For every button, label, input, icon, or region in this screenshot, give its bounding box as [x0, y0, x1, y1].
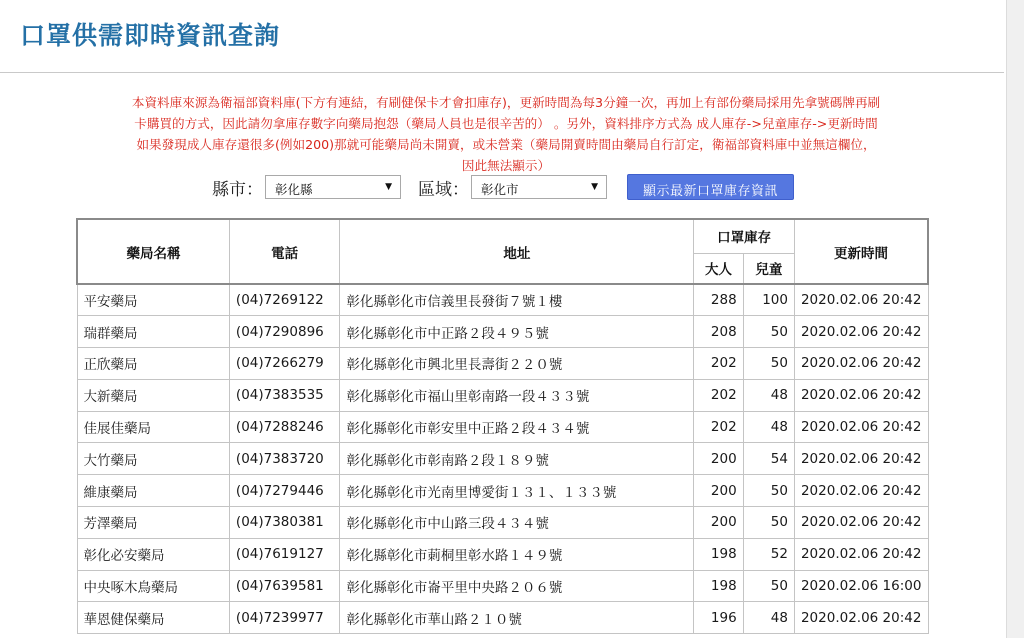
- child-stock: 52: [743, 538, 794, 570]
- pharmacy-phone: (04)7239977: [229, 602, 339, 634]
- pharmacy-address: 彰化縣彰化市信義里長發街７號１樓: [340, 284, 694, 316]
- col-header-updated: 更新時間: [794, 219, 928, 284]
- pharmacy-phone: (04)7619127: [229, 538, 339, 570]
- notice-line: 卡購買的方式，因此請勿拿庫存數字向藥局抱怨（藥局人員也是很辛苦的） 。另外，資料排序方式為 成人庫存->兒童庫存->更新時間: [134, 116, 878, 131]
- updated-time: 2020.02.06 20:42: [794, 284, 928, 316]
- adult-stock: 200: [694, 475, 743, 507]
- table-row: [77, 475, 928, 507]
- table-row: [77, 284, 928, 316]
- notice-text: [96, 92, 916, 176]
- chevron-down-icon: ▼: [591, 182, 598, 192]
- adult-stock: 202: [694, 379, 743, 411]
- table-row: [77, 570, 928, 602]
- adult-stock: 202: [694, 348, 743, 380]
- pharmacy-phone: (04)7290896: [229, 316, 339, 348]
- updated-time: 2020.02.06 16:00: [794, 570, 928, 602]
- pharmacy-name: 正欣藥局: [77, 348, 229, 380]
- table-row: [77, 602, 928, 634]
- child-stock: 100: [743, 284, 794, 316]
- mask-stock-table: [76, 218, 929, 634]
- adult-stock: 198: [694, 570, 743, 602]
- updated-time: 2020.02.06 20:42: [794, 602, 928, 634]
- adult-stock: 202: [694, 411, 743, 443]
- pharmacy-address: 彰化縣彰化市彰安里中正路２段４３４號: [340, 411, 694, 443]
- updated-time: 2020.02.06 20:42: [794, 348, 928, 380]
- pharmacy-name: 大新藥局: [77, 379, 229, 411]
- notice-line: 本資料庫來源為衛福部資料庫(下方有連結，有刷健保卡才會扣庫存)，更新時間為每3分鐘一次，再加上有部份藥局採用先拿號碼牌再刷: [131, 95, 881, 110]
- notice-line: 因此無法顯示）: [461, 158, 551, 173]
- updated-time: 2020.02.06 20:42: [794, 507, 928, 539]
- table-row: [77, 443, 928, 475]
- updated-time: 2020.02.06 20:42: [794, 411, 928, 443]
- col-header-phone: 電話: [229, 219, 339, 284]
- pharmacy-address: 彰化縣彰化市福山里彰南路一段４３３號: [340, 379, 694, 411]
- pharmacy-address: 彰化縣彰化市光南里博愛街１３１、１３３號: [340, 475, 694, 507]
- pharmacy-address: 彰化縣彰化市華山路２１０號: [340, 602, 694, 634]
- table-row: [77, 411, 928, 443]
- pharmacy-phone: (04)7383720: [229, 443, 339, 475]
- table-row: [77, 316, 928, 348]
- col-header-name: 藥局名稱: [77, 219, 229, 284]
- pharmacy-phone: (04)7269122: [229, 284, 339, 316]
- child-stock: 48: [743, 379, 794, 411]
- pharmacy-address: 彰化縣彰化市興北里長壽街２２０號: [340, 348, 694, 380]
- updated-time: 2020.02.06 20:42: [794, 538, 928, 570]
- pharmacy-name: 大竹藥局: [77, 443, 229, 475]
- updated-time: 2020.02.06 20:42: [794, 379, 928, 411]
- pharmacy-address: 彰化縣彰化市中山路三段４３４號: [340, 507, 694, 539]
- child-stock: 50: [743, 475, 794, 507]
- child-stock: 54: [743, 443, 794, 475]
- adult-stock: 200: [694, 443, 743, 475]
- table-row: [77, 507, 928, 539]
- child-stock: 48: [743, 602, 794, 634]
- page-title: 口罩供需即時資訊查詢: [20, 21, 281, 50]
- pharmacy-address: 彰化縣彰化市莿桐里彰水路１４９號: [340, 538, 694, 570]
- pharmacy-address: 彰化縣彰化市崙平里中央路２０６號: [340, 570, 694, 602]
- table-header: [77, 219, 928, 284]
- pharmacy-name: 華恩健保藥局: [77, 602, 229, 634]
- chevron-down-icon: ▼: [385, 182, 392, 192]
- area-label: 區域：: [418, 180, 469, 200]
- adult-stock: 288: [694, 284, 743, 316]
- col-header-address: 地址: [340, 219, 694, 284]
- page-header: [0, 0, 1004, 73]
- adult-stock: 208: [694, 316, 743, 348]
- area-select[interactable]: [471, 175, 607, 199]
- updated-time: 2020.02.06 20:42: [794, 443, 928, 475]
- child-stock: 50: [743, 316, 794, 348]
- updated-time: 2020.02.06 20:42: [794, 475, 928, 507]
- adult-stock: 200: [694, 507, 743, 539]
- pharmacy-phone: (04)7288246: [229, 411, 339, 443]
- notice-line: 如果發現成人庫存還很多(例如200)那就可能藥局尚未開賣，或未營業（藥局開賣時間由藥局自行訂定，衛福部資料庫中並無這欄位，: [136, 137, 876, 152]
- pharmacy-name: 佳展佳藥局: [77, 411, 229, 443]
- show-stock-button[interactable]: 顯示最新口罩庫存資訊: [627, 174, 794, 200]
- pharmacy-name: 中央啄木鳥藥局: [77, 570, 229, 602]
- child-stock: 48: [743, 411, 794, 443]
- col-header-stock: 口罩庫存: [694, 219, 795, 253]
- county-label: 縣市：: [212, 180, 263, 200]
- pharmacy-phone: (04)7639581: [229, 570, 339, 602]
- pharmacy-phone: (04)7279446: [229, 475, 339, 507]
- pharmacy-name: 芳澤藥局: [77, 507, 229, 539]
- pharmacy-phone: (04)7266279: [229, 348, 339, 380]
- area-select-value: 彰化市: [481, 182, 519, 197]
- child-stock: 50: [743, 570, 794, 602]
- pharmacy-address: 彰化縣彰化市中正路２段４９５號: [340, 316, 694, 348]
- county-select[interactable]: [265, 175, 401, 199]
- col-header-child: 兒童: [743, 253, 794, 284]
- adult-stock: 198: [694, 538, 743, 570]
- adult-stock: 196: [694, 602, 743, 634]
- pharmacy-name: 維康藥局: [77, 475, 229, 507]
- vertical-scrollbar[interactable]: [1006, 0, 1024, 638]
- child-stock: 50: [743, 507, 794, 539]
- pharmacy-name: 彰化必安藥局: [77, 538, 229, 570]
- table-row: [77, 538, 928, 570]
- pharmacy-phone: (04)7380381: [229, 507, 339, 539]
- table-row: [77, 379, 928, 411]
- pharmacy-name: 平安藥局: [77, 284, 229, 316]
- pharmacy-name: 瑞群藥局: [77, 316, 229, 348]
- col-header-adult: 大人: [694, 253, 743, 284]
- child-stock: 50: [743, 348, 794, 380]
- filter-bar: [0, 173, 1004, 201]
- table-row: [77, 348, 928, 380]
- updated-time: 2020.02.06 20:42: [794, 316, 928, 348]
- pharmacy-phone: (04)7383535: [229, 379, 339, 411]
- county-select-value: 彰化縣: [275, 182, 313, 197]
- pharmacy-address: 彰化縣彰化市彰南路２段１８９號: [340, 443, 694, 475]
